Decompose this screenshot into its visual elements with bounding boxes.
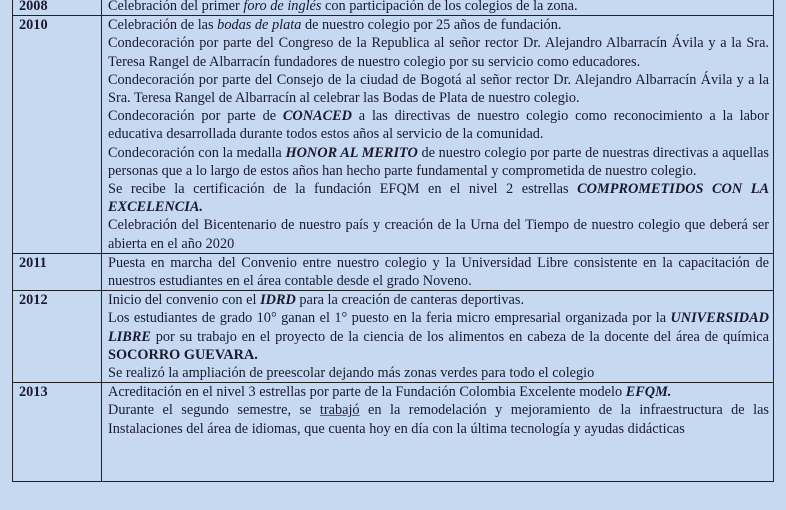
event-entry: Celebración del Bicentenario de nuestro país y creación de la Urna del Tiempo de nuestro colegio que deberá ser abierta en el año 2020 (108, 217, 769, 252)
spellcheck-word[interactable]: trabajó (319, 402, 360, 419)
event-entry: Acreditación en el nivel 3 estrellas por parte de la Fundación Colombia Excelente modelo EFQM. (108, 384, 672, 401)
event-entry: Inicio del convenio con el IDRD para la creación de canteras deportivas. (108, 292, 525, 309)
events-cell (102, 16, 774, 254)
event-entry: Condecoración por parte del Congreso de la Republica al señor rector Dr. Alejandro Albarracín Ávila y a la Sra. Teresa Rangel de Albarracín fundadores de nuestro colegio por su servicio como educadores. (108, 35, 769, 70)
table-row (13, 383, 774, 482)
event-entry: Durante el segundo semestre, se trabajó en la remodelación y mejoramiento de la infraestructura de las Instalaciones del área de idiomas, que cuenta hoy en día con la última tecnología y ayudas didácticas (108, 402, 769, 437)
year-cell: 2011 (13, 253, 102, 290)
event-entry: Condecoración con la medalla HONOR AL MERITO de nuestro colegio por parte de nuestras directivas a aquellas personas que a lo largo de estos años han hecho parte fundamental y comprometida de nuestro colegio. (108, 144, 769, 179)
event-entry: Puesta en marcha del Convenio entre nuestro colegio y la Universidad Libre consistente en la capacitación de nuestros estudiantes en el área contable desde el grado Noveno. (108, 254, 769, 290)
events-cell (102, 253, 774, 290)
event-entry: Los estudiantes de grado 10° ganan el 1° puesto en la feria micro empresarial organizada por la UNIVERSIDAD LIBRE por su trabajo en el proyecto de la ciencia de los alimentos en cabeza de la docente del área de química SOCORRO GUEVARA. (108, 310, 769, 363)
year-cell: 2012 (13, 291, 102, 383)
history-table (12, 0, 774, 482)
year-cell: 2010 (13, 16, 102, 254)
event-entry: Celebración del primer foro de inglés con participación de los colegios de la zona. (108, 0, 578, 14)
events-cell (102, 291, 774, 383)
table-row (13, 253, 774, 290)
year-cell: 2013 (13, 383, 102, 482)
table-row (13, 291, 774, 383)
event-entry: Se realizó la ampliación de preescolar dejando más zonas verdes para todo el colegio (108, 365, 595, 382)
event-entry: Condecoración por parte de CONACED a las directivas de nuestro colegio como reconocimiento a la labor educativa desarrollada durante todos estos años al servicio de la comunidad. (108, 108, 769, 143)
table-row (13, 0, 774, 16)
year-cell: 2008 (13, 0, 102, 16)
table-row (13, 16, 774, 254)
event-entry: Condecoración por parte del Consejo de la ciudad de Bogotá al señor rector Dr. Alejandro Albarracín Ávila y a la Sra. Teresa Rangel de Albarracín al celebrar las Bodas de Plata de nuestro colegio. (108, 71, 769, 107)
event-entry: Se recibe la certificación de la fundación EFQM en el nivel 2 estrellas COMPROMETIDOS CON LA EXCELENCIA. (108, 181, 769, 216)
events-cell (102, 0, 774, 16)
events-cell (102, 383, 774, 482)
event-entry: Celebración de las bodas de plata de nuestro colegio por 25 años de fundación. (108, 17, 562, 34)
